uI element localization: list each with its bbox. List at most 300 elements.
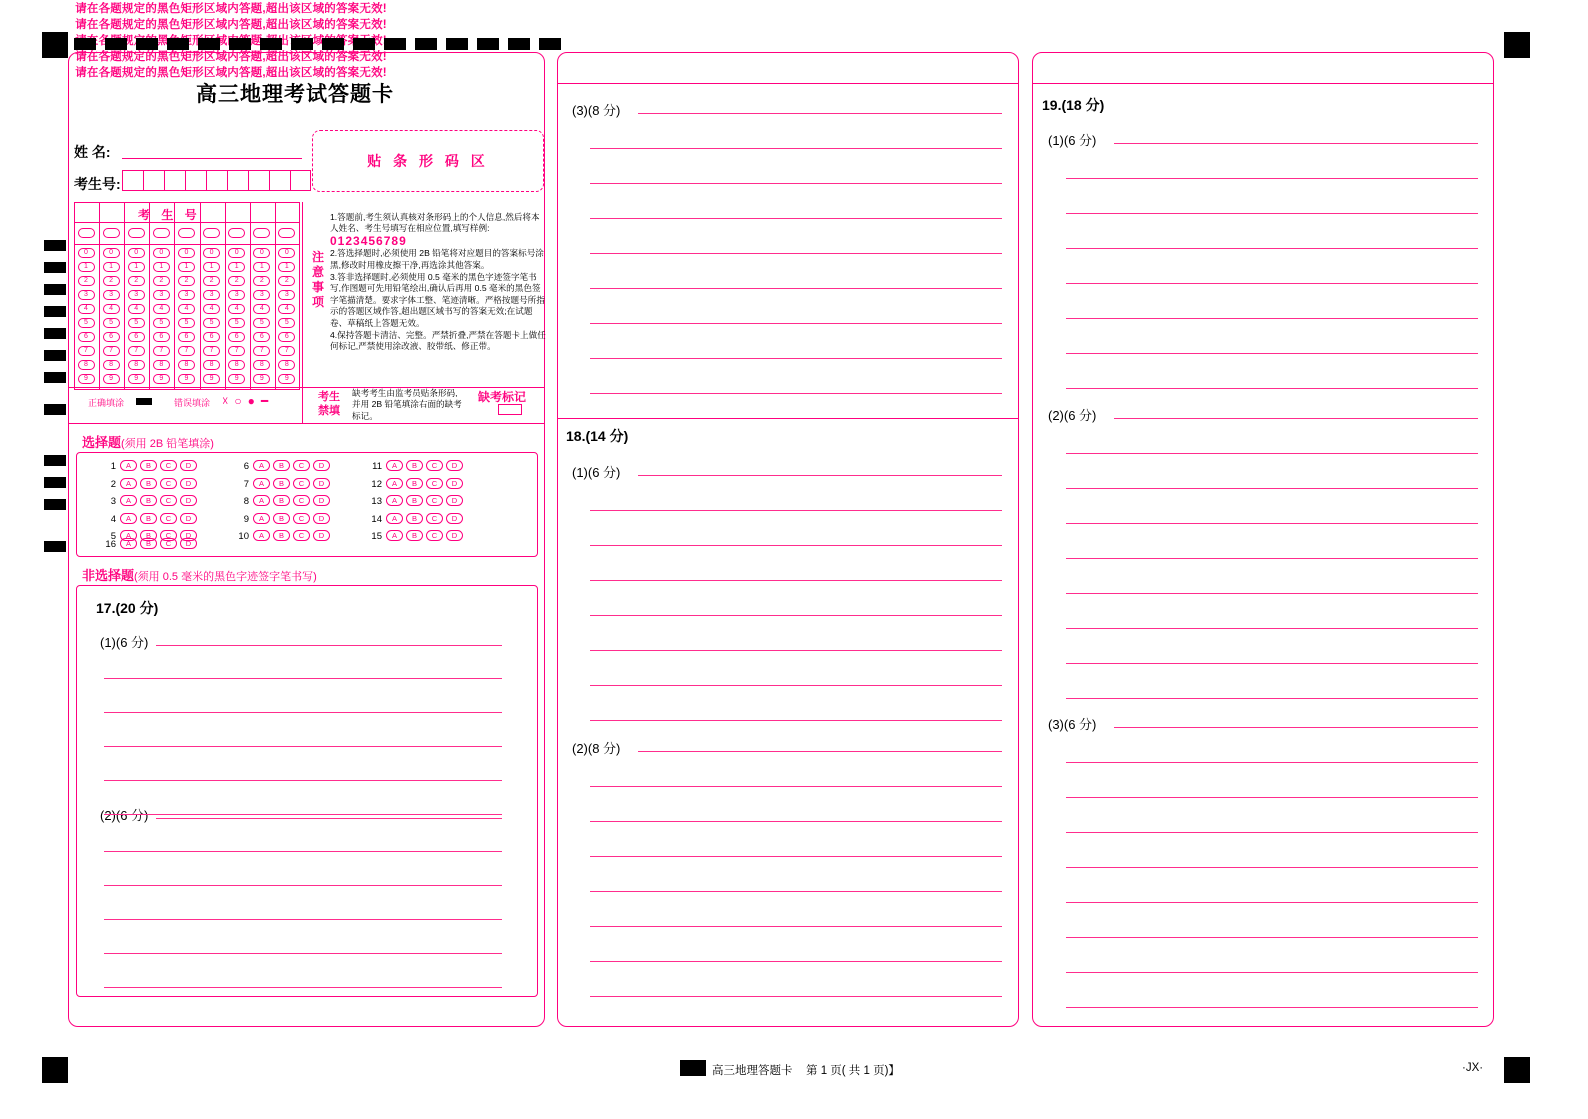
objective-bubble-4-B[interactable]: B [140, 513, 157, 524]
objective-options-12[interactable] [386, 478, 463, 489]
q19-p3-line-1[interactable] [1066, 762, 1478, 763]
grid-bubble-c4-6[interactable]: 6 [178, 332, 195, 342]
objective-bubble-6-C[interactable]: C [293, 460, 310, 471]
grid-bubble-c1-4[interactable]: 4 [103, 304, 120, 314]
exam-no-boxes[interactable] [122, 170, 311, 191]
objective-bubble-10-B[interactable]: B [273, 530, 290, 541]
notes-text [330, 212, 546, 354]
objective-bubble-5-B[interactable]: B [140, 530, 157, 541]
grid-bubble-c6-3[interactable]: 3 [228, 290, 245, 300]
timing-marks-top [74, 38, 561, 50]
q18-p2-line-4[interactable] [590, 891, 1002, 892]
grid-bubble-c3-0[interactable]: 0 [153, 248, 170, 258]
q18-p1-line-7[interactable] [590, 720, 1002, 721]
page-title: 高三地理考试答题卡 [196, 83, 394, 106]
grid-bubble-c4-7[interactable]: 7 [178, 346, 195, 356]
objective-options-2[interactable] [120, 478, 197, 489]
question-17-part-3-label: (3)(8 分) [572, 103, 621, 118]
q19-p1-line-6[interactable] [1066, 353, 1478, 354]
objective-bubble-13-C[interactable]: C [426, 495, 443, 506]
objective-bubble-8-D[interactable]: D [313, 495, 330, 506]
grid-bubble-c4-0[interactable]: 0 [178, 248, 195, 258]
footer-page: 第 1 页( 共 1 页)】 [806, 1065, 900, 1077]
question-19-part-1-label: (1)(6 分) [1048, 133, 1097, 148]
grid-bubble-c8-6[interactable]: 6 [278, 332, 295, 342]
grid-bubble-c3-2[interactable]: 2 [153, 276, 170, 286]
objective-question-number-14: 14 [371, 513, 382, 525]
name-label: 姓 名: [74, 144, 111, 160]
correct-fill-sample [136, 398, 152, 405]
objective-bubble-10-A[interactable]: A [253, 530, 270, 541]
grid-bubble-c3-9[interactable]: 9 [153, 374, 170, 384]
objective-bubble-9-D[interactable]: D [313, 513, 330, 524]
q19-p1-line-3[interactable] [1066, 248, 1478, 249]
objective-bubble-15-B[interactable]: B [406, 530, 423, 541]
q18-p2-line-1[interactable] [590, 786, 1002, 787]
objective-options-9[interactable] [253, 513, 330, 524]
grid-bubble-c0-3[interactable]: 3 [78, 290, 95, 300]
objective-bubble-6-D[interactable]: D [313, 460, 330, 471]
grid-digit-header-2 [128, 228, 145, 238]
q19-p3-line-3[interactable] [1066, 832, 1478, 833]
grid-bubble-c0-4[interactable]: 4 [78, 304, 95, 314]
objective-question-number-6: 6 [243, 461, 249, 472]
grid-bubble-c2-9[interactable]: 9 [128, 374, 145, 384]
grid-bubble-c1-6[interactable]: 6 [103, 332, 120, 342]
grid-bubble-c4-2[interactable]: 2 [178, 276, 195, 286]
q19-p2-line-4[interactable] [1066, 558, 1478, 559]
objective-bubble-12-B[interactable]: B [406, 478, 423, 489]
objective-bubble-6-A[interactable]: A [253, 460, 270, 471]
objective-bubble-1-C[interactable]: C [160, 460, 177, 471]
grid-bubble-c0-0[interactable]: 0 [78, 248, 95, 258]
note-item-1: 1.答题前,考生须认真核对条形码上的个人信息,然后将本人姓名、考生号填写在相应位置,填写样例: [330, 212, 540, 234]
objective-bubble-1-B[interactable]: B [140, 460, 157, 471]
q18-p2-line-5[interactable] [590, 926, 1002, 927]
grid-bubble-c1-9[interactable]: 9 [103, 374, 120, 384]
barcode-area [312, 130, 544, 192]
objective-bubble-11-C[interactable]: C [426, 460, 443, 471]
q18-p1-line-6[interactable] [590, 685, 1002, 686]
objective-bubble-13-D[interactable]: D [446, 495, 463, 506]
objective-options-8[interactable] [253, 495, 330, 506]
grid-col-sep-6 [225, 202, 226, 390]
timing-mark-left-10 [44, 477, 66, 488]
grid-bubble-c7-1[interactable]: 1 [253, 262, 270, 272]
objective-bubble-3-D[interactable]: D [180, 495, 197, 506]
corner-mark-top-left [42, 32, 68, 58]
timing-mark-left-7 [44, 372, 66, 383]
subjective-heading [82, 565, 317, 584]
grid-bubble-c6-5[interactable]: 5 [228, 318, 245, 328]
right-bottom-warning: 请在各题规定的黑色矩形区域内答题,超出该区域的答案无效! [75, 67, 387, 79]
grid-bubble-c8-7[interactable]: 7 [278, 346, 295, 356]
q19-p3-line-7[interactable] [1066, 972, 1478, 973]
grid-bubble-c7-6[interactable]: 6 [253, 332, 270, 342]
q19-p2-line-0[interactable] [1114, 418, 1478, 419]
grid-bubble-c7-5[interactable]: 5 [253, 318, 270, 328]
objective-bubble-13-A[interactable]: A [386, 495, 403, 506]
question-19-part-2-label: (2)(6 分) [1048, 408, 1097, 423]
objective-question-number-7: 7 [243, 478, 249, 490]
objective-bubble-9-C[interactable]: C [293, 513, 310, 524]
objective-bubble-16-C[interactable]: C [160, 538, 177, 549]
subjective-heading-note: (须用 0.5 毫米的黑色字迹签字笔书写) [134, 571, 317, 583]
grid-bubble-c8-4[interactable]: 4 [278, 304, 295, 314]
grid-bubble-c8-1[interactable]: 1 [278, 262, 295, 272]
grid-bubble-c2-8[interactable]: 8 [128, 360, 145, 370]
grid-bubble-c5-3[interactable]: 3 [203, 290, 220, 300]
objective-options-4[interactable] [120, 513, 197, 524]
objective-bubble-2-C[interactable]: C [160, 478, 177, 489]
objective-bubble-11-A[interactable]: A [386, 460, 403, 471]
q19-p3-line-8[interactable] [1066, 1007, 1478, 1008]
q19-p2-line-6[interactable] [1066, 628, 1478, 629]
objective-options-3[interactable] [120, 495, 197, 506]
q19-p1-line-0[interactable] [1114, 143, 1478, 144]
q18-p2-line-7[interactable] [590, 996, 1002, 997]
objective-options-6[interactable] [253, 460, 330, 471]
grid-bubble-c8-8[interactable]: 8 [278, 360, 295, 370]
grid-col-sep-1 [99, 202, 100, 390]
timing-mark-left-8 [44, 404, 66, 415]
grid-bubble-c8-3[interactable]: 3 [278, 290, 295, 300]
grid-bubble-c1-2[interactable]: 2 [103, 276, 120, 286]
subjective-heading-text: 非选择题 [82, 568, 135, 583]
objective-bubble-7-D[interactable]: D [313, 478, 330, 489]
objective-bubble-14-C[interactable]: C [426, 513, 443, 524]
objective-bubble-2-A[interactable]: A [120, 478, 137, 489]
q17-p2-line-5[interactable] [104, 987, 502, 988]
objective-bubble-15-A[interactable]: A [386, 530, 403, 541]
timing-mark-left-11 [44, 499, 66, 510]
q18-p2-line-3[interactable] [590, 856, 1002, 857]
grid-bubble-c2-0[interactable]: 0 [128, 248, 145, 258]
objective-bubble-8-A[interactable]: A [253, 495, 270, 506]
grid-digit-header-4 [178, 228, 195, 238]
objective-bubble-2-B[interactable]: B [140, 478, 157, 489]
mid-p3-line-6[interactable] [590, 323, 1002, 324]
question-17-number: 17.(20 分) [96, 600, 159, 616]
note-item-4: 4.保持答题卡清洁、完整。严禁折叠,严禁在答题卡上做任何标记,严禁使用涂改液、胶带纸、修正带。 [330, 330, 546, 352]
objective-bubble-1-A[interactable]: A [120, 460, 137, 471]
grid-bubble-c2-6[interactable]: 6 [128, 332, 145, 342]
objective-bubble-3-B[interactable]: B [140, 495, 157, 506]
objective-bubble-4-C[interactable]: C [160, 513, 177, 524]
mid-p3-line-5[interactable] [590, 288, 1002, 289]
q19-p3-line-4[interactable] [1066, 867, 1478, 868]
q19-p2-line-3[interactable] [1066, 523, 1478, 524]
objective-bubble-11-D[interactable]: D [446, 460, 463, 471]
grid-bubble-c3-4[interactable]: 4 [153, 304, 170, 314]
grid-bubble-c4-8[interactable]: 8 [178, 360, 195, 370]
q19-p3-line-0[interactable] [1114, 727, 1478, 728]
grid-bubble-c0-8[interactable]: 8 [78, 360, 95, 370]
left-bottom-warning: 请在各题规定的黑色矩形区域内答题,超出该区域的答案无效! [75, 3, 387, 15]
q17-p1-line-2[interactable] [104, 712, 502, 713]
objective-bubble-15-C[interactable]: C [426, 530, 443, 541]
grid-bubble-c8-2[interactable]: 2 [278, 276, 295, 286]
q18-p1-line-2[interactable] [590, 545, 1002, 546]
grid-bubble-c7-0[interactable]: 0 [253, 248, 270, 258]
objective-bubble-3-A[interactable]: A [120, 495, 137, 506]
objective-bubble-12-C[interactable]: C [426, 478, 443, 489]
timing-mark-left-12 [44, 541, 66, 552]
q19-p3-line-5[interactable] [1066, 902, 1478, 903]
objective-bubble-9-B[interactable]: B [273, 513, 290, 524]
mid-p3-line-0[interactable] [638, 113, 1002, 114]
objective-bubble-12-A[interactable]: A [386, 478, 403, 489]
mid-p3-line-1[interactable] [590, 148, 1002, 149]
q18-p2-line-0[interactable] [638, 751, 1002, 752]
grid-digit-header-8 [278, 228, 295, 238]
grid-bubble-c5-9[interactable]: 9 [203, 374, 220, 384]
grid-bubble-c4-4[interactable]: 4 [178, 304, 195, 314]
mid-p3-line-2[interactable] [590, 183, 1002, 184]
mid-p3-line-4[interactable] [590, 253, 1002, 254]
q17-p1-line-5[interactable] [104, 814, 502, 815]
grid-bubble-c7-9[interactable]: 9 [253, 374, 270, 384]
q19-p2-line-7[interactable] [1066, 663, 1478, 664]
grid-bubble-c2-4[interactable]: 4 [128, 304, 145, 314]
q17-p1-line-1[interactable] [104, 678, 502, 679]
absent-mark-label: 缺考标记 [478, 390, 527, 404]
footer-code: ·JX· [1462, 1062, 1484, 1074]
grid-bubble-c6-6[interactable]: 6 [228, 332, 245, 342]
objective-bubble-12-D[interactable]: D [446, 478, 463, 489]
q18-p2-line-2[interactable] [590, 821, 1002, 822]
objective-bubble-3-C[interactable]: C [160, 495, 177, 506]
objective-bubble-15-D[interactable]: D [446, 530, 463, 541]
grid-bubble-c4-5[interactable]: 5 [178, 318, 195, 328]
question-18-part-2-label: (2)(8 分) [572, 741, 621, 756]
grid-bubble-c3-3[interactable]: 3 [153, 290, 170, 300]
barcode-label: 贴 条 形 码 区 [367, 153, 489, 169]
objective-bubble-4-D[interactable]: D [180, 513, 197, 524]
objective-bubble-14-B[interactable]: B [406, 513, 423, 524]
objective-bubble-13-B[interactable]: B [406, 495, 423, 506]
objective-bubble-8-B[interactable]: B [273, 495, 290, 506]
grid-bubble-c5-8[interactable]: 8 [203, 360, 220, 370]
correct-fill-label: 正确填涂 [88, 398, 125, 408]
objective-question-number-9: 9 [243, 513, 249, 525]
forbid-label: 考生 禁填 [318, 391, 340, 417]
grid-bubble-c2-5[interactable]: 5 [128, 318, 145, 328]
q17-p2-line-0[interactable] [156, 818, 502, 819]
q19-p2-line-5[interactable] [1066, 593, 1478, 594]
objective-bubble-16-A[interactable]: A [120, 538, 137, 549]
grid-bubble-c7-4[interactable]: 4 [253, 304, 270, 314]
grid-bubble-c4-1[interactable]: 1 [178, 262, 195, 272]
grid-bubble-c1-1[interactable]: 1 [103, 262, 120, 272]
q18-p2-line-6[interactable] [590, 961, 1002, 962]
grid-bubble-c8-5[interactable]: 5 [278, 318, 295, 328]
grid-bubble-c0-7[interactable]: 7 [78, 346, 95, 356]
grid-bubble-c2-1[interactable]: 1 [128, 262, 145, 272]
grid-bubble-c3-5[interactable]: 5 [153, 318, 170, 328]
q19-p3-line-2[interactable] [1066, 797, 1478, 798]
objective-options-1[interactable] [120, 460, 197, 471]
objective-bubble-7-A[interactable]: A [253, 478, 270, 489]
q18-p1-line-1[interactable] [590, 510, 1002, 511]
grid-bubble-c2-3[interactable]: 3 [128, 290, 145, 300]
grid-bubble-c5-7[interactable]: 7 [203, 346, 220, 356]
objective-bubble-8-C[interactable]: C [293, 495, 310, 506]
q17-p2-line-3[interactable] [104, 919, 502, 920]
objective-options-16[interactable] [120, 538, 197, 549]
objective-bubble-2-D[interactable]: D [180, 478, 197, 489]
objective-options-10[interactable] [253, 530, 330, 541]
grid-bubble-c7-3[interactable]: 3 [253, 290, 270, 300]
grid-bubble-c6-7[interactable]: 7 [228, 346, 245, 356]
grid-bubble-c1-0[interactable]: 0 [103, 248, 120, 258]
grid-bubble-c6-2[interactable]: 2 [228, 276, 245, 286]
grid-bubble-c6-4[interactable]: 4 [228, 304, 245, 314]
grid-bubble-c6-9[interactable]: 9 [228, 374, 245, 384]
grid-header-separator [74, 222, 300, 223]
grid-bubble-c3-1[interactable]: 1 [153, 262, 170, 272]
objective-bubble-10-C[interactable]: C [293, 530, 310, 541]
grid-bubble-c3-6[interactable]: 6 [153, 332, 170, 342]
q17-p1-line-0[interactable] [156, 645, 502, 646]
q19-p1-line-1[interactable] [1066, 178, 1478, 179]
grid-bubble-c0-5[interactable]: 5 [78, 318, 95, 328]
grid-bubble-c5-5[interactable]: 5 [203, 318, 220, 328]
absent-mark-box[interactable] [498, 404, 522, 415]
q18-p1-line-0[interactable] [638, 475, 1002, 476]
grid-bubble-c1-7[interactable]: 7 [103, 346, 120, 356]
objective-question-number-4: 4 [110, 513, 116, 525]
right-top-warning: 请在各题规定的黑色矩形区域内答题,超出该区域的答案无效! [75, 51, 387, 63]
objective-bubble-7-C[interactable]: C [293, 478, 310, 489]
grid-bubble-c6-8[interactable]: 8 [228, 360, 245, 370]
question-19-number: 19.(18 分) [1042, 97, 1105, 113]
q17-p1-line-3[interactable] [104, 746, 502, 747]
objective-bubble-10-D[interactable]: D [313, 530, 330, 541]
legend-bottom-separator [68, 423, 545, 424]
objective-options-13[interactable] [386, 495, 463, 506]
grid-bubble-c5-0[interactable]: 0 [203, 248, 220, 258]
objective-bubble-14-A[interactable]: A [386, 513, 403, 524]
objective-bubble-4-A[interactable]: A [120, 513, 137, 524]
objective-bubble-5-C[interactable]: C [160, 530, 177, 541]
timing-mark-left-3 [44, 284, 66, 295]
q19-p1-line-2[interactable] [1066, 213, 1478, 214]
objective-bubble-9-A[interactable]: A [253, 513, 270, 524]
grid-col-sep-3 [149, 202, 150, 390]
grid-bubble-c0-9[interactable]: 9 [78, 374, 95, 384]
objective-options-7[interactable] [253, 478, 330, 489]
corner-mark-top-right [1504, 32, 1530, 58]
question-18-number: 18.(14 分) [566, 428, 629, 444]
grid-bubble-c7-7[interactable]: 7 [253, 346, 270, 356]
objective-options-15[interactable] [386, 530, 463, 541]
forbid-text: 缺考考生由监考员贴条形码,并用 2B 铅笔填涂右面的缺考标记。 [352, 388, 462, 421]
objective-bubble-16-B[interactable]: B [140, 538, 157, 549]
corner-mark-bottom-right [1504, 1057, 1530, 1083]
name-input-line[interactable] [122, 158, 302, 159]
objective-question-number-10: 10 [238, 531, 249, 542]
objective-heading-text: 选择题 [82, 435, 122, 450]
objective-bubble-1-D[interactable]: D [180, 460, 197, 471]
q19-p2-line-1[interactable] [1066, 453, 1478, 454]
objective-bubble-14-D[interactable]: D [446, 513, 463, 524]
objective-bubble-5-D[interactable]: D [180, 530, 197, 541]
grid-bubble-c5-1[interactable]: 1 [203, 262, 220, 272]
q17-p2-line-4[interactable] [104, 953, 502, 954]
grid-bubble-c7-8[interactable]: 8 [253, 360, 270, 370]
grid-bubble-c8-9[interactable]: 9 [278, 374, 295, 384]
grid-bubble-c5-6[interactable]: 6 [203, 332, 220, 342]
objective-bubble-11-B[interactable]: B [406, 460, 423, 471]
q17-p1-line-4[interactable] [104, 780, 502, 781]
grid-bubble-c6-0[interactable]: 0 [228, 248, 245, 258]
q18-p1-line-5[interactable] [590, 650, 1002, 651]
q19-p1-line-7[interactable] [1066, 388, 1478, 389]
grid-bubble-c4-9[interactable]: 9 [178, 374, 195, 384]
grid-bubble-c1-3[interactable]: 3 [103, 290, 120, 300]
footer-title: 高三地理答题卡 [712, 1065, 793, 1077]
grid-bubble-c2-7[interactable]: 7 [128, 346, 145, 356]
objective-question-number-16: 16 [105, 539, 116, 550]
middle-warning-separator [557, 83, 1019, 84]
grid-bubble-c8-0[interactable]: 0 [278, 248, 295, 258]
q18-p1-line-4[interactable] [590, 615, 1002, 616]
grid-bubble-c3-7[interactable]: 7 [153, 346, 170, 356]
grid-bubble-c5-4[interactable]: 4 [203, 304, 220, 314]
mid-p3-line-7[interactable] [590, 358, 1002, 359]
objective-bubble-7-B[interactable]: B [273, 478, 290, 489]
timing-mark-left-5 [44, 328, 66, 339]
q19-p3-line-6[interactable] [1066, 937, 1478, 938]
objective-bubble-6-B[interactable]: B [273, 460, 290, 471]
q19-p2-line-2[interactable] [1066, 488, 1478, 489]
mid-p3-line-3[interactable] [590, 218, 1002, 219]
grid-bubble-c6-1[interactable]: 1 [228, 262, 245, 272]
objective-options-11[interactable] [386, 460, 463, 471]
objective-options-14[interactable] [386, 513, 463, 524]
question-17-part-2-label: (2)(6 分) [100, 808, 149, 823]
objective-bubble-16-D[interactable]: D [180, 538, 197, 549]
notes-heading: 注 意 事 项 [311, 250, 324, 309]
grid-bubble-c0-2[interactable]: 2 [78, 276, 95, 286]
q17-p2-line-1[interactable] [104, 851, 502, 852]
timing-mark-left-9 [44, 455, 66, 466]
grid-bubble-c5-2[interactable]: 2 [203, 276, 220, 286]
wrong-fill-label: 错误填涂 [174, 398, 211, 408]
grid-digit-header-6 [228, 228, 245, 238]
grid-bubble-c4-3[interactable]: 3 [178, 290, 195, 300]
q19-p1-line-5[interactable] [1066, 318, 1478, 319]
q18-p1-line-3[interactable] [590, 580, 1002, 581]
grid-bubble-c1-5[interactable]: 5 [103, 318, 120, 328]
mid-p3-line-8[interactable] [590, 393, 1002, 394]
grid-col-sep-8 [275, 202, 276, 390]
grid-bubble-c0-1[interactable]: 1 [78, 262, 95, 272]
objective-bubble-5-A[interactable]: A [120, 530, 137, 541]
grid-digit-header-1 [103, 228, 120, 238]
middle-section-separator [557, 418, 1019, 419]
grid-bubble-c0-6[interactable]: 6 [78, 332, 95, 342]
grid-bubble-c1-8[interactable]: 8 [103, 360, 120, 370]
grid-bubble-c7-2[interactable]: 2 [253, 276, 270, 286]
q19-p1-line-4[interactable] [1066, 283, 1478, 284]
q17-p2-line-2[interactable] [104, 885, 502, 886]
objective-question-number-12: 12 [371, 478, 382, 490]
q19-p2-line-8[interactable] [1066, 698, 1478, 699]
grid-bubble-c3-8[interactable]: 8 [153, 360, 170, 370]
grid-bubble-c2-2[interactable]: 2 [128, 276, 145, 286]
